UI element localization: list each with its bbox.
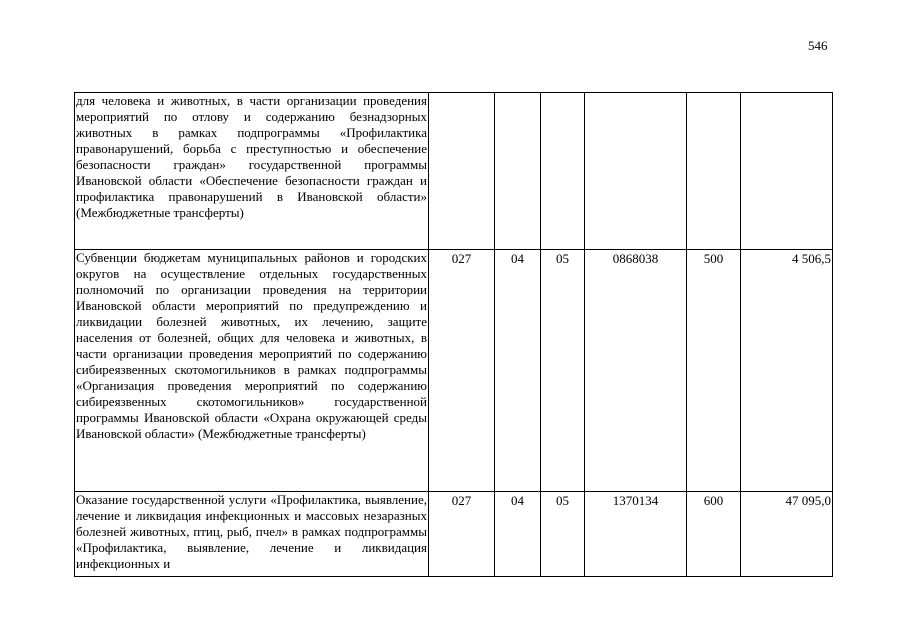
subsection-code: 05 [541, 250, 585, 492]
expense-type-code: 600 [687, 492, 741, 577]
amount: 4 506,5 [741, 250, 833, 492]
target-article-code: 0868038 [585, 250, 687, 492]
budget-table [74, 92, 833, 577]
row-description: Оказание государственной услуги «Профилактика, выявление, лечение и ликвидация инфекционных и массовых незаразных болезней животных, птиц, рыб, пчел» в рамках подпрограммы «Профилактика, выявление, лечение и ликвидация инфекционных и [75, 492, 429, 577]
amount: 47 095,0 [741, 492, 833, 577]
subsection-code: 05 [541, 492, 585, 577]
table-row [75, 250, 833, 492]
expense-type-code [687, 93, 741, 250]
section-code: 04 [495, 250, 541, 492]
table-row [75, 93, 833, 250]
section-code [495, 93, 541, 250]
table-row [75, 492, 833, 577]
ministry-code: 027 [429, 492, 495, 577]
page-number: 546 [808, 38, 828, 53]
target-article-code: 1370134 [585, 492, 687, 577]
amount [741, 93, 833, 250]
ministry-code: 027 [429, 250, 495, 492]
subsection-code [541, 93, 585, 250]
ministry-code [429, 93, 495, 250]
expense-type-code: 500 [687, 250, 741, 492]
row-description: для человека и животных, в части организации проведения мероприятий по отлову и содержанию безнадзорных животных в рамках подпрограммы «Профилактика правонарушений, борьба с преступностью и обеспечение безопасности граждан» государственной программы Ивановской области «Обеспечение безопасности граждан и профилактика правонарушений в Ивановской области» (Межбюджетные трансферты) [75, 93, 429, 250]
section-code: 04 [495, 492, 541, 577]
row-description: Субвенции бюджетам муниципальных районов и городских округов на осуществление отдельных государственных полномочий по организации проведения на территории Ивановской области мероприятий по предупреждению и ликвидации болезней животных, их лечению, защите населения от болезней, общих для человека и животных, в части организации проведения мероприятий по содержанию сибиреязвенных скотомогильников в рамках подпрограммы «Организация проведения мероприятий по содержанию сибиреязвенных скотомогильников» государственной программы Ивановской области «Охрана окружающей среды Ивановской области» (Межбюджетные трансферты) [75, 250, 429, 492]
target-article-code [585, 93, 687, 250]
